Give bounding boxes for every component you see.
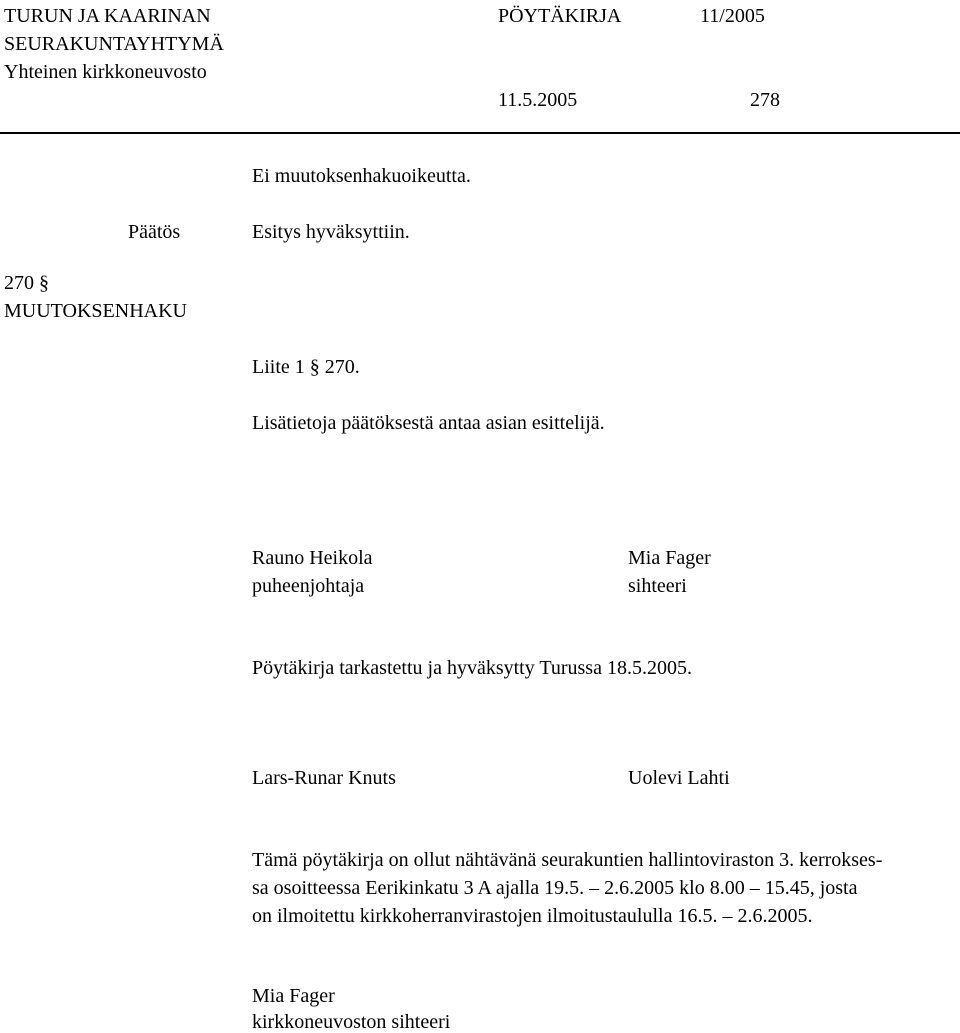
header-divider bbox=[0, 132, 960, 134]
document-number: 11/2005 bbox=[700, 5, 765, 27]
attachment-reference: Liite 1 § 270. bbox=[252, 356, 360, 378]
section-title: MUUTOKSENHAKU bbox=[4, 300, 187, 322]
page-number: 278 bbox=[750, 89, 780, 111]
section-number: 270 § bbox=[4, 272, 49, 294]
appeal-note: Ei muutoksenhakuoikeutta. bbox=[252, 165, 471, 187]
org-name-line3: Yhteinen kirkkoneuvosto bbox=[4, 61, 207, 83]
notice-line-3: on ilmoitettu kirkkoherranvirastojen ilmoitustaululla 16.5. – 2.6.2005. bbox=[252, 905, 813, 927]
org-name-line1: TURUN JA KAARINAN bbox=[4, 5, 211, 27]
verification-text: Pöytäkirja tarkastettu ja hyväksytty Turussa 18.5.2005. bbox=[252, 657, 692, 679]
footer-name: Mia Fager bbox=[252, 985, 335, 1007]
decision-text: Esitys hyväksyttiin. bbox=[252, 221, 410, 243]
org-name-line2: SEURAKUNTAYHTYMÄ bbox=[4, 33, 224, 55]
document-type: PÖYTÄKIRJA bbox=[498, 5, 622, 27]
verifier-1-name: Lars-Runar Knuts bbox=[252, 767, 396, 789]
notice-line-2: sa osoitteessa Eerikinkatu 3 A ajalla 19.5. – 2.6.2005 klo 8.00 – 15.45, josta bbox=[252, 877, 858, 899]
chair-role: puheenjohtaja bbox=[252, 575, 365, 597]
meeting-date: 11.5.2005 bbox=[498, 89, 578, 111]
verifier-2-name: Uolevi Lahti bbox=[628, 767, 730, 789]
info-text: Lisätietoja päätöksestä antaa asian esittelijä. bbox=[252, 412, 605, 434]
decision-label: Päätös bbox=[128, 221, 181, 243]
footer-role: kirkkoneuvoston sihteeri bbox=[252, 1011, 451, 1033]
notice-line-1: Tämä pöytäkirja on ollut nähtävänä seurakuntien hallintoviraston 3. kerrokses- bbox=[252, 849, 883, 871]
secretary-name: Mia Fager bbox=[628, 547, 711, 569]
chair-name: Rauno Heikola bbox=[252, 547, 373, 569]
secretary-role: sihteeri bbox=[628, 575, 687, 597]
public-notice-paragraph bbox=[252, 846, 932, 930]
